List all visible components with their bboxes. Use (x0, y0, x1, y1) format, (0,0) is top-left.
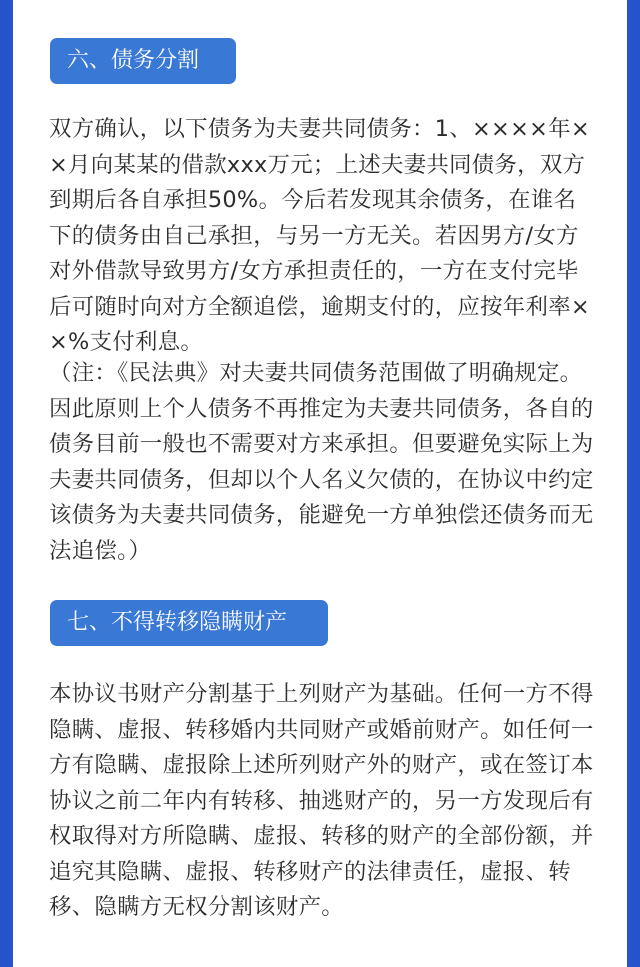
document-page (13, 0, 627, 967)
section-seven-paragraph: 本协议书财产分割基于上列财产为基础。任何一方不得隐瞒、虚报、转移婚内共同财产或婚前财产。如任何一方有隐瞒、虚报除上述所列财产外的财产，或在签订本协议之前二年内有转移、抽逃财产的，另一方发现后有权取得对方所隐瞒、虚报、转移的财产的全部份额，并追究其隐瞒、虚报、转移财产的法律责任，虚报、转移、隐瞒方无权分割该财产。 (49, 681, 594, 920)
section-six-header: 六、债务分割 (50, 38, 236, 84)
section-six-paragraph: 双方确认，以下债务为夫妻共同债务：1、××××年××月向某某的借款xxx万元；上述夫妻共同债务，双方到期后各自承担50%。今后若发现其余债务，在谁名下的债务由自己承担，与另一方无关。若因男方/女方对外借款导致男方/女方承担责任的，一方在支付完毕后可随时向对方全额追偿，逾期支付的，应按年利率××%支付利息。 (49, 116, 590, 355)
section-seven-header: 七、不得转移隐瞒财产 (50, 600, 328, 646)
section-six-note: （注：《民法典》对夫妻共同债务范围做了明确规定。因此原则上个人债务不再推定为夫妻共同债务，各自的债务目前一般也不需要对方来承担。但要避免实际上为夫妻共同债务，但却以个人名义欠债的，在协议中约定该债务为夫妻共同债务，能避免一方单独偿还债务而无法追偿。） (49, 360, 594, 564)
